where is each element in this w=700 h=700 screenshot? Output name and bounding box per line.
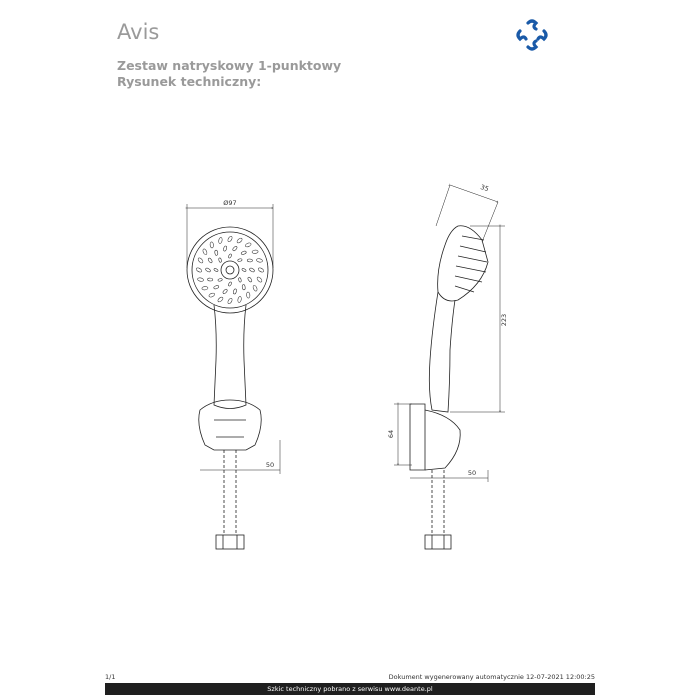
side-handle	[429, 292, 455, 412]
drawing-caption: Rysunek techniczny:	[117, 74, 262, 89]
nozzle	[213, 268, 218, 272]
nozzle	[223, 246, 227, 252]
nozzle	[228, 253, 232, 258]
nozzle	[218, 237, 222, 244]
nozzle	[246, 292, 250, 298]
nozzle	[208, 258, 213, 264]
front-diameter-label: Ø97	[223, 199, 237, 207]
side-holder	[410, 404, 425, 470]
nozzle	[213, 285, 219, 290]
nozzle	[256, 258, 263, 262]
nozzle	[196, 267, 203, 273]
front-width-label: 50	[265, 461, 275, 469]
shower-head-inner-ring	[192, 232, 268, 308]
nozzle-center	[221, 261, 239, 279]
nozzle	[205, 267, 211, 272]
nozzle	[214, 250, 218, 256]
nozzle	[242, 284, 246, 290]
front-view	[187, 204, 280, 549]
side-holder-label: 64	[387, 429, 395, 439]
nozzle	[222, 289, 228, 295]
nozzle	[256, 276, 262, 283]
nozzle	[252, 285, 257, 292]
nozzle	[233, 289, 237, 295]
nozzle	[241, 268, 246, 272]
nozzle	[252, 250, 258, 254]
side-length-label: 223	[500, 313, 508, 327]
side-depth-label: 35	[479, 183, 490, 194]
shower-head-outline	[187, 227, 273, 313]
nozzle	[236, 237, 243, 243]
nozzle	[218, 278, 223, 281]
nozzle	[241, 251, 247, 256]
side-view	[394, 185, 505, 549]
source-footer-bar: Szkic techniczny pobrano z serwisu www.deante.pl	[105, 683, 595, 695]
nozzle	[227, 298, 233, 305]
nozzle	[208, 292, 215, 297]
nozzle	[238, 277, 241, 282]
nozzle	[218, 258, 221, 263]
side-head-profile	[438, 226, 488, 301]
nozzle	[202, 286, 208, 290]
nozzle	[249, 267, 255, 272]
product-description: Zestaw natryskowy 1-punktowy	[117, 58, 342, 73]
nozzle	[202, 248, 207, 255]
nozzle	[232, 246, 238, 252]
nozzle	[258, 267, 265, 273]
hose-nut	[216, 535, 244, 549]
nozzle	[207, 278, 212, 281]
wall-holder	[199, 400, 261, 450]
page-title: Avis	[117, 20, 160, 44]
nozzle	[210, 242, 214, 248]
nozzle	[197, 257, 203, 264]
handle-outline	[214, 305, 246, 409]
nozzle	[247, 259, 252, 262]
nozzle	[197, 277, 204, 281]
side-width-label: 50	[467, 469, 477, 477]
nozzle	[245, 242, 252, 247]
nozzle	[227, 236, 233, 243]
nozzle	[228, 281, 232, 286]
generated-timestamp: Dokument wygenerowany automatycznie 12-07-2021 12:00:25	[388, 673, 595, 681]
nozzle	[237, 258, 242, 261]
nozzle	[247, 277, 252, 283]
nozzle	[217, 296, 224, 302]
nozzle	[237, 296, 241, 303]
page-number: 1/1	[105, 673, 116, 681]
spray-nozzles	[196, 236, 265, 305]
